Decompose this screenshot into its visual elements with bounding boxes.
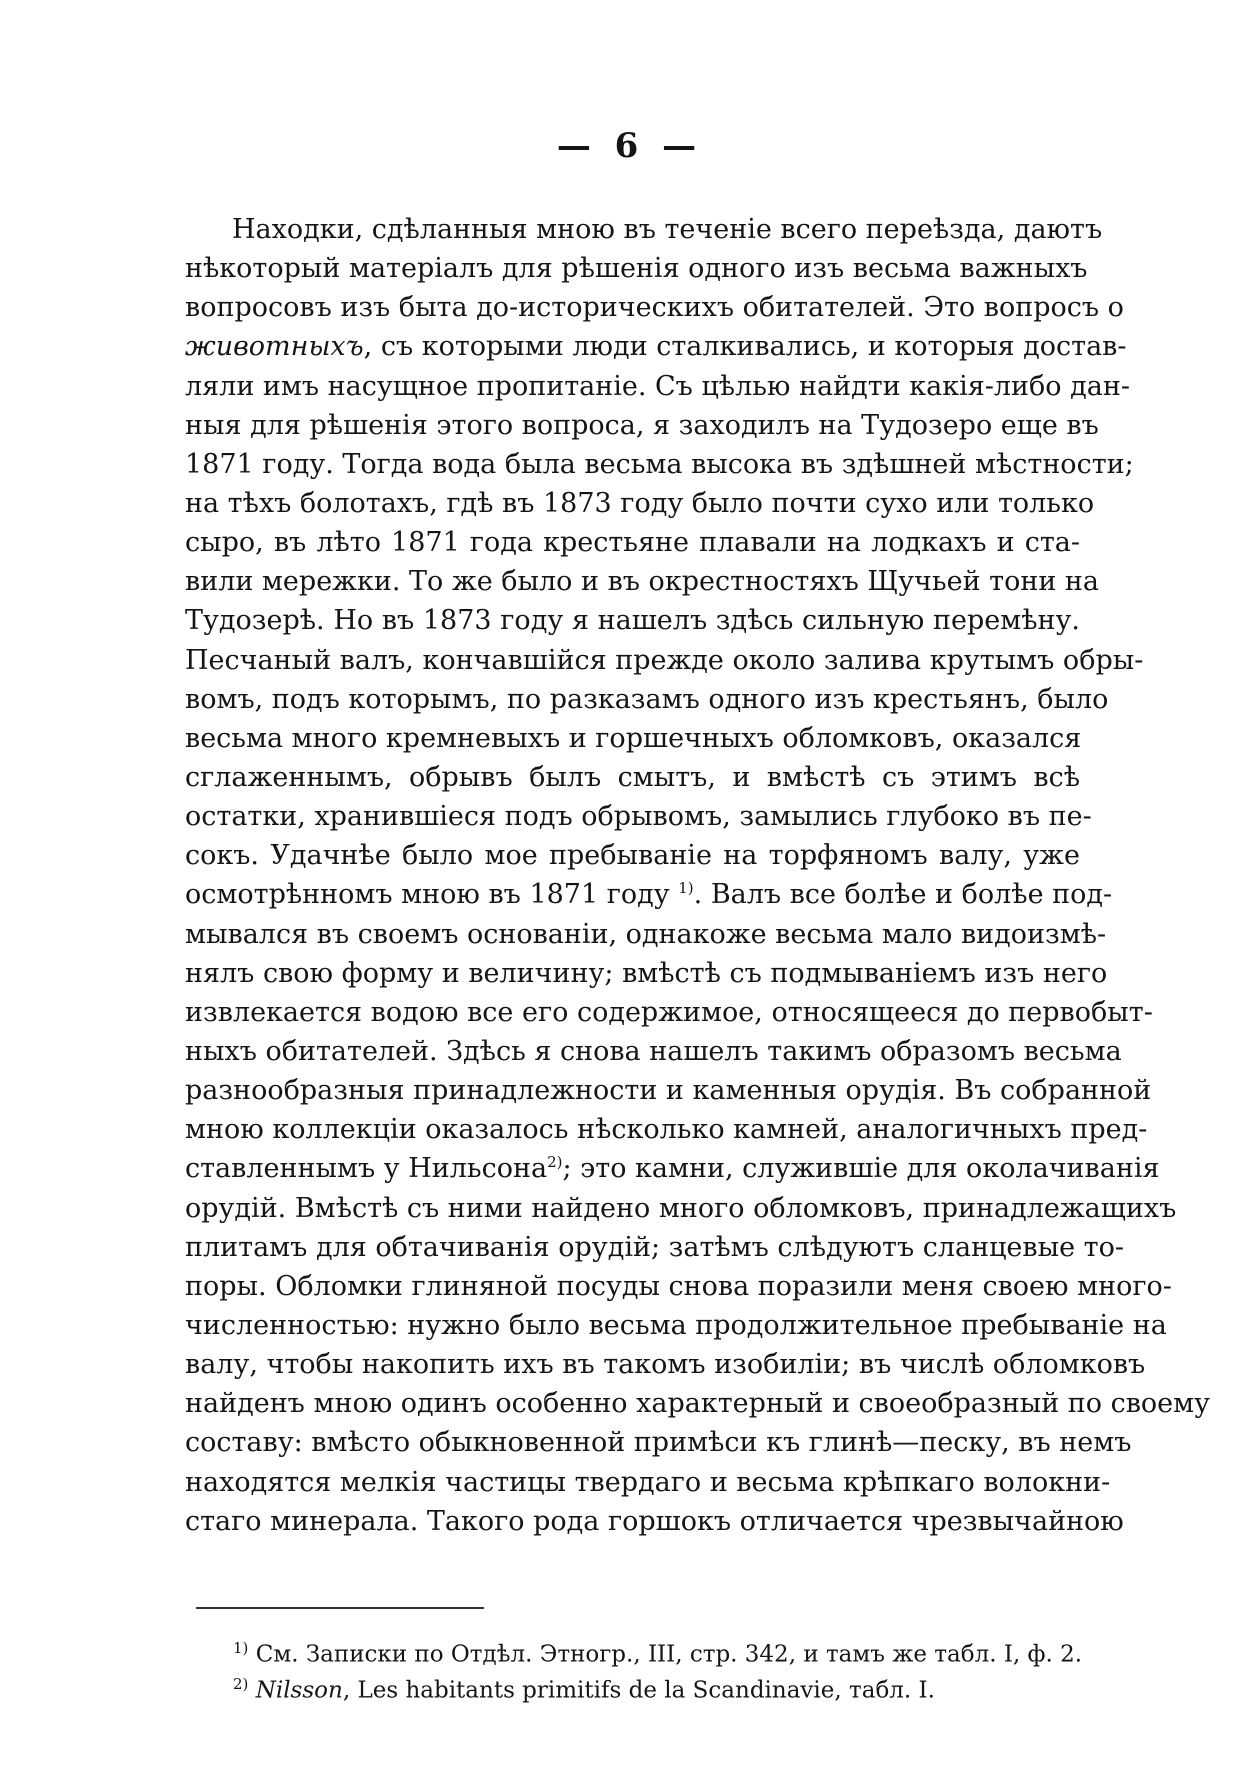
footnote-2	[233, 1666, 1083, 1702]
text-line: вили мережки. То же было и въ окрестностяхъ Щучьей тони на	[185, 566, 1100, 598]
text-line: сглаженнымъ, обрывъ былъ смытъ, и вмѣстѣ съ этимъ всѣ	[185, 761, 1080, 793]
text-line	[185, 1149, 1160, 1188]
text-line: найденъ мною одинъ особенно характерный и своеобразный по своему	[185, 1388, 1211, 1420]
footnote-divider	[196, 1607, 484, 1609]
text-line: поры. Обломки глиняной посуды снова поразили меня своею много-	[185, 1270, 1172, 1302]
text-line: остатки, хранившіеся подъ обрывомъ, замылись глубоко въ пе-	[185, 801, 1092, 833]
text-line: ныя для рѣшенія этого вопроса, я заходилъ на Тудозеро еще въ	[185, 409, 1099, 441]
text-segment: осмотрѣнномъ мною въ 1871 году	[185, 879, 679, 911]
text-line: на тѣхъ болотахъ, гдѣ въ 1873 году было почти сухо или только	[185, 487, 1095, 519]
text-line: нялъ свою форму и величину; вмѣстѣ съ подмываніемъ изъ него	[185, 957, 1108, 989]
text-line: 1871 году. Тогда вода была весьма высока въ здѣшней мѣстности;	[185, 448, 1134, 480]
emphasized-word: животныхъ	[185, 331, 364, 363]
body-text	[185, 210, 1211, 1541]
text-segment: . Валъ все болѣе и болѣе под-	[693, 879, 1113, 911]
text-line: весьма много кремневыхъ и горшечныхъ обломковъ, оказался	[185, 722, 1082, 754]
text-line: вомъ, подъ которымъ, по разказамъ одного изъ крестьянъ, было	[185, 683, 1109, 715]
text-line: мною коллекціи оказалось нѣсколько камней, аналогичныхъ пред-	[185, 1114, 1148, 1146]
text-line	[185, 875, 1113, 914]
text-line: нѣкоторый матеріалъ для рѣшенія одного изъ весьма важныхъ	[185, 253, 1088, 285]
text-segment: ; это камни, служившіе для околачиванія	[562, 1153, 1160, 1185]
footnote-text: , Les habitants primitifs de la Scandinavie, табл. I.	[342, 1677, 935, 1704]
text-line	[185, 327, 1127, 366]
text-line: орудій. Вмѣстѣ съ ними найдено много обломковъ, принадлежащихъ	[185, 1192, 1177, 1224]
text-line: плитамъ для обтачиванія орудій; затѣмъ слѣдуютъ сланцевые то-	[185, 1231, 1124, 1263]
text-line: сокъ. Удачнѣе было мое пребываніе на торфяномъ валу, уже	[185, 840, 1080, 872]
text-line: стаго минерала. Такого рода горшокъ отличается чрезвычайною	[185, 1505, 1124, 1537]
text-line: численностью: нужно было весьма продолжительное пребываніе на	[185, 1309, 1167, 1341]
footnote-ref: 2)	[547, 1153, 563, 1172]
footnotes	[233, 1630, 1083, 1702]
text-line: Песчаный валъ, кончавшійся прежде около залива крутымъ обры-	[185, 644, 1144, 676]
text-line: Тудозерѣ. Но въ 1873 году я нашелъ здѣсь сильную перемѣну.	[185, 605, 1080, 637]
footnote-ref: 1)	[678, 879, 694, 898]
text-line: извлекается водою все его содержимое, относящееся до первобыт-	[185, 996, 1153, 1028]
text-line: разнообразныя принадлежности и каменныя орудія. Въ собранной	[185, 1075, 1152, 1107]
text-segment: , съ которыми люди сталкивались, и которыя достав-	[363, 331, 1127, 363]
text-line: ляли имъ насущное пропитаніе. Съ цѣлью найдти какія-либо дан-	[185, 370, 1130, 402]
page-number: — 6 —	[556, 126, 703, 166]
footnote-1	[233, 1630, 1083, 1666]
text-line: сыро, въ лѣто 1871 года крестьяне плавали на лодкахъ и ста-	[185, 527, 1080, 559]
footnote-author: Nilsson	[248, 1677, 343, 1704]
text-line: ныхъ обитателей. Здѣсь я снова нашелъ такимъ образомъ весьма	[185, 1035, 1122, 1067]
text-line: находятся мелкія частицы твердаго и весьма крѣпкаго волокни-	[185, 1466, 1111, 1498]
footnote-text: См. Записки по Отдѣл. Этногр., III, стр. 342, и тамъ же табл. I, ф. 2.	[248, 1641, 1083, 1668]
text-line: мывался въ своемъ основаніи, однакоже весьма мало видоизмѣ-	[185, 918, 1107, 950]
text-line: составу: вмѣсто обыкновенной примѣси къ глинѣ—песку, въ немъ	[185, 1427, 1132, 1459]
text-line: валу, чтобы накопить ихъ въ такомъ изобиліи; въ числѣ обломковъ	[185, 1349, 1146, 1381]
footnote-marker: 1)	[233, 1639, 249, 1657]
text-segment: ставленнымъ у Нильсона	[185, 1153, 548, 1185]
footnote-marker: 2)	[233, 1675, 249, 1693]
text-line: вопросовъ изъ быта до-историческихъ обитателей. Это вопросъ о	[185, 292, 1124, 324]
text-line: Находки, сдѣланныя мною въ теченіе всего переѣзда, даютъ	[232, 214, 1103, 245]
